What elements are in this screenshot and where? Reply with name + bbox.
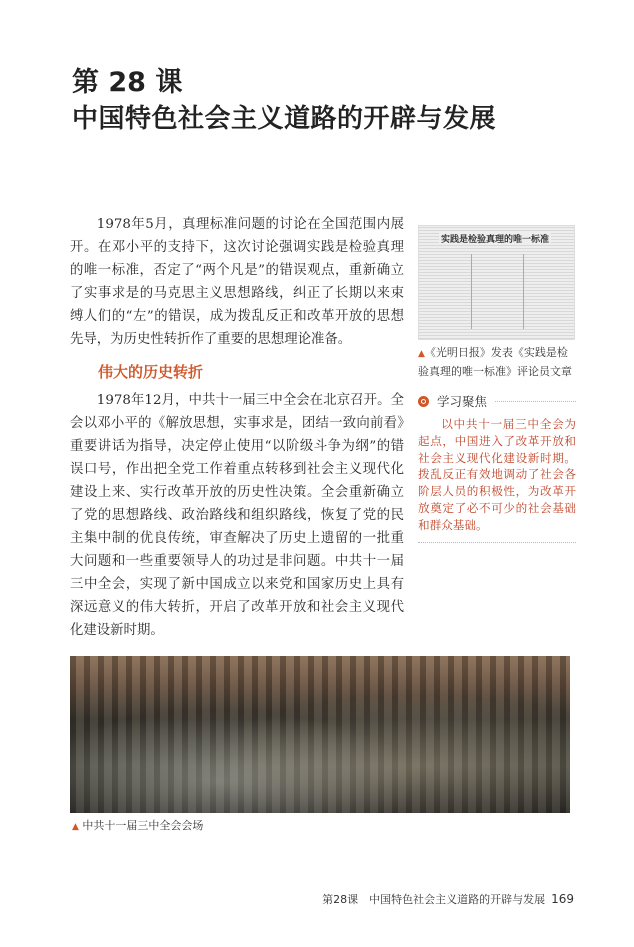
running-title: 第28课 中国特色社会主义道路的开辟与发展 bbox=[322, 893, 546, 906]
lesson-number: 第 28 课 bbox=[72, 67, 183, 98]
study-focus-text: 以中共十一届三中全会为起点，中国进入了改革开放和社会主义现代化建设新时期。拨乱反正有效地调动了社会各阶层人员的积极性，为改革开放奠定了必不可少的社会基础和群众基础。 bbox=[418, 417, 576, 532]
divider bbox=[495, 401, 576, 402]
triangle-marker-icon: ▲ bbox=[418, 349, 425, 359]
side-column bbox=[418, 213, 574, 543]
main-column bbox=[70, 213, 404, 642]
newspaper-caption-text: 《光明日报》发表《实践是检验真理的唯一标准》评论员文章 bbox=[418, 346, 572, 378]
photo-caption-text: 中共十一届三中全会会场 bbox=[82, 819, 204, 832]
study-focus-title: 学习聚焦 bbox=[437, 394, 488, 409]
column-divider bbox=[471, 254, 472, 329]
page-number: 169 bbox=[551, 892, 574, 906]
column-divider bbox=[523, 254, 524, 329]
intro-paragraph: 1978年5月，真理标准问题的讨论在全国范围内展开。在邓小平的支持下，这次讨论强调实践是检验真理的唯一标准，否定了“两个凡是”的错误观点，重新确立了实事求是的马克思主义思想路线，纠正了长期以来束缚人们的“左”的错误，成为拨乱反正和改革开放的思想先导，为历史性转折作了重要的思想理论准备。 bbox=[70, 217, 404, 347]
section-heading: 伟大的历史转折 bbox=[98, 363, 204, 381]
plenum-meeting-photo bbox=[70, 656, 570, 813]
focus-target-icon bbox=[418, 396, 429, 407]
newspaper-headline: 实践是检验真理的唯一标准 bbox=[439, 232, 551, 245]
lesson-title: 中国特色社会主义道路的开辟与发展 bbox=[72, 104, 497, 134]
photo-caption bbox=[72, 817, 574, 833]
page-footer bbox=[70, 891, 574, 947]
newspaper-caption bbox=[418, 344, 578, 380]
section-paragraph: 1978年12月，中共十一届三中全会在北京召开。全会以邓小平的《解放思想，实事求是，团结一致向前看》重要讲话为指导，决定停止使用“以阶级斗争为纲”的错误口号，作出把全党工作着重点转移到社会主义现代化建设上来、实行改革开放的历史性决策。全会重新确立了党的思想路线、政治路线和组织路线，恢复了党的民主集中制的优良传统，审查解决了历史上遗留的一批重大问题和一些重要领导人的功过是非问题。中共十一届三中全会，实现了新中国成立以来党和国家历史上具有深远意义的伟大转折，开启了改革开放和社会主义现代化建设新时期。 bbox=[70, 393, 404, 638]
newspaper-image bbox=[418, 225, 575, 340]
study-focus-box bbox=[418, 392, 576, 543]
divider bbox=[418, 542, 576, 543]
triangle-marker-icon: ▲ bbox=[72, 822, 79, 832]
